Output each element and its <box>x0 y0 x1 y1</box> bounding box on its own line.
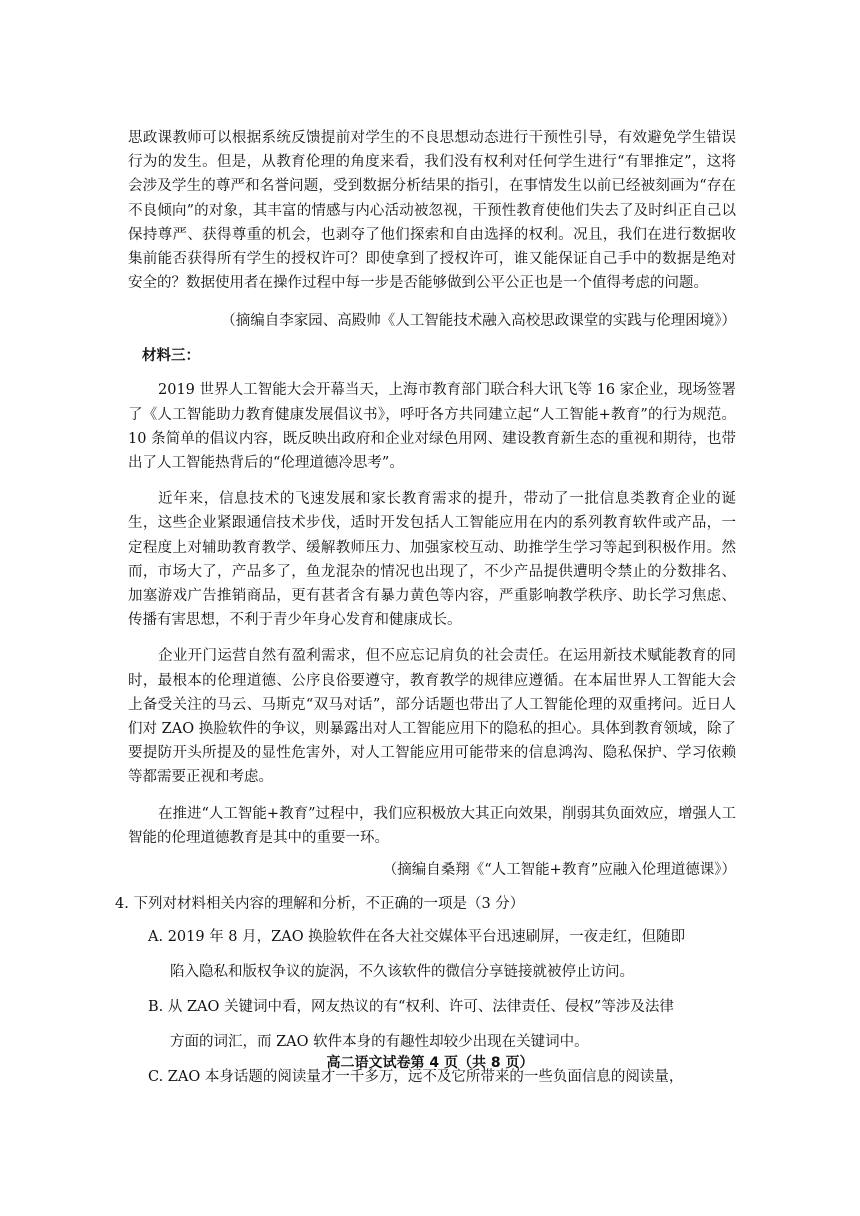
option-a-line-1: A. 2019 年 8 月，ZAO 换脸软件在各大社交媒体平台迅速刷屏，一夜走红，但随即 <box>148 929 686 946</box>
option-b-line-1: B. 从 ZAO 关键词中看，网友热议的有“权利、许可、法律责任、侵权”等涉及法律 <box>148 999 674 1016</box>
material-3-heading: 材料三： <box>142 347 200 365</box>
material-3-paragraph-2: 近年来，信息技术的飞速发展和家长教育需求的提升，带动了一批信息类教育企业的诞生，这些企业紧跟通信技术步伐，适时开发包括人工智能应用在内的系列教育软件或产品，一定程度上对辅助教育教学、缓解教师压力、加强家校互动、助推学生学习等起到积极作用。然而，市场大了，产品多了，鱼龙混杂的情况也出现了，不少产品提供遭明令禁止的分数排名、加塞游戏广告推销商品，更有甚者含有暴力黄色等内容，严重影响教学秩序、助长学习焦虑、传播有害思想，不利于青少年身心发育和健康成长。 <box>128 491 736 629</box>
material-2-last-paragraph: 思政课教师可以根据系统反馈提前对学生的不良思想动态进行干预性引导，有效避免学生错误行为的发生。但是，从教育伦理的角度来看，我们没有权利对任何学生进行“有罪推定”，这将会涉及学生的尊严和名誉问题，受到数据分析结果的指引，在事情发生以前已经被刻画为“存在不良倾向”的对象，其丰富的情感与内心活动被忽视，干预性教育使他们失去了及时纠正自己以保持尊严、获得尊重的机会，也剥夺了他们探索和自由选择的权利。况且，我们在进行数据收集前能否获得所有学生的授权许可？即使拿到了授权许可，谁又能保证自己手中的数据是绝对安全的？数据使用者在操作过程中每一步是否能够做到公平公正也是一个值得考虑的问题。 <box>128 130 736 292</box>
option-c-line-1: C. ZAO 本身话题的阅读量才一千多万，远不及它所带来的一些负面信息的阅读量， <box>148 1069 684 1086</box>
material-3-paragraph-4: 在推进“人工智能+教育”过程中，我们应积极放大其正向效果，削弱其负面效应，增强人工智能的伦理道德教育是其中的重要一环。 <box>128 805 736 846</box>
option-b-line-2: 方面的词汇，而 ZAO 软件本身的有趣性却较少出现在关键词中。 <box>170 1034 589 1051</box>
page-footer: 高二语文试卷第 4 页（共 8 页） <box>326 1055 534 1071</box>
question-4-stem: 4. 下列对材料相关内容的理解和分析，不正确的一项是（3 分） <box>115 896 525 913</box>
option-b <box>148 990 736 1060</box>
page-content <box>115 126 736 1095</box>
option-a <box>148 920 736 990</box>
option-a-line-2: 陷入隐私和版权争议的旋涡，不久该软件的微信分享链接就被停止访问。 <box>170 964 634 981</box>
material-3-paragraph-3: 企业开门运营自然有盈利需求，但不应忘记肩负的社会责任。在运用新技术赋能教育的同时，最根本的伦理道德、公序良俗要遵守，教育教学的规律应遵循。在本届世界人工智能大会上备受关注的马云、马斯克“双马对话”，部分话题也带出了人工智能伦理的双重拷问。近日人们对 ZAO 换脸软件的争议，则暴露出对人工智能应用下的隐私的担心。具体到教育领域，除了要提防开头所提及的显性危害外，对人工智能应用可能带来的信息鸿沟、隐私保护、学习依赖等都需要正视和考虑。 <box>128 648 736 786</box>
material-2-source: （摘编自李家园、高殿帅《人工智能技术融入高校思政课堂的实践与伦理困境》） <box>221 313 736 330</box>
material-3-paragraph-1: 2019 世界人工智能大会开幕当天，上海市教育部门联合科大讯飞等 16 家企业，现场签署了《人工智能助力教育健康发展倡议书》，呼吁各方共同建立起“人工智能+教育”的行为规范。10 条简单的倡议内容，既反映出政府和企业对绿色用网、建设教育新生态的重视和期待，也带出了人工智能热背后的“伦理道德冷思考”。 <box>128 382 736 472</box>
material-3-source: （摘编自桑翔《“人工智能+教育”应融入伦理道德课》） <box>382 862 736 879</box>
